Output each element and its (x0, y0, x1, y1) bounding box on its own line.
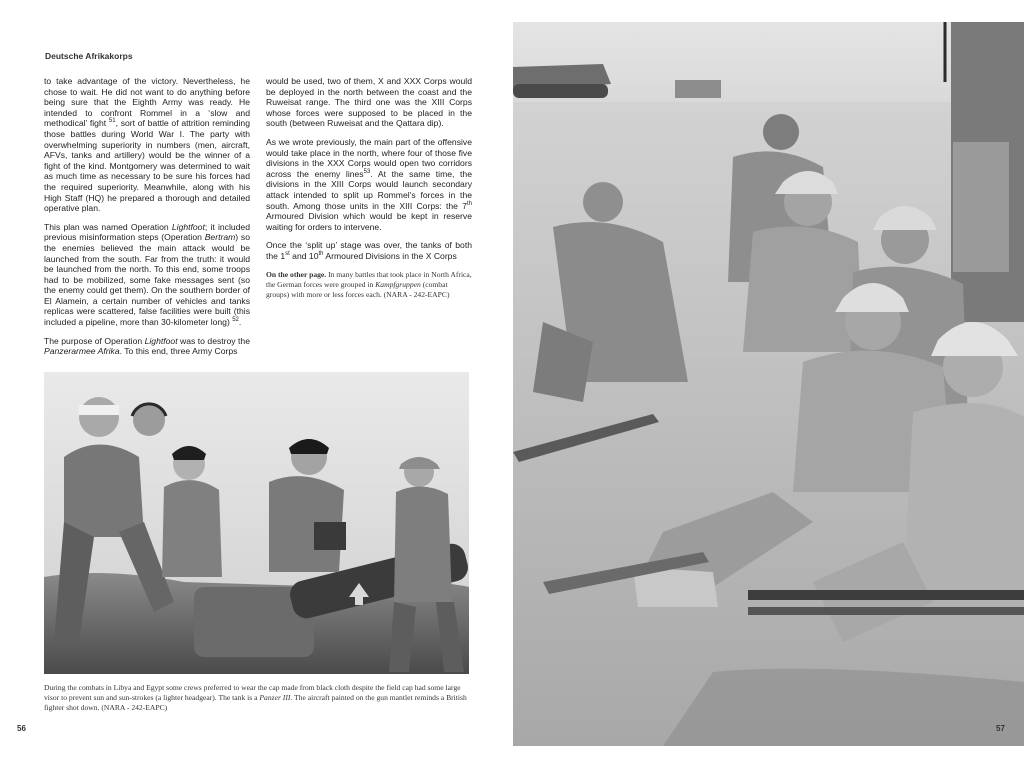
photo-soldiers-resting (513, 22, 1024, 746)
caption-tank-photo: During the combats in Libya and Egypt some crews preferred to wear the cap made from black cloth despite the field cap had some large visor to prevent sun and sun-strokes (a lighter headgear). The tank is a Panzer III. The aircraft painted on the gun mantlet reminds a British fighter shot down. (NARA - 242-EAPC) (44, 683, 467, 712)
paragraph: This plan was named Operation Lightfoot; it included previous misinformation steps (Operation Bertram) so the enemies believed the main attack would be launched from the south. Far from the truth: it would be launched from the north. To this end, some troops had to be mobilized, some fake messages sent (so the enemy could get them). On the southern border of El Alamein, a certain number of vehicles and tanks replicas were scattered, false facilities were built (this included a pipeline, more than 30-kilometer long) $^{52}$. (44, 221, 251, 328)
tank-crew-photo-image (44, 372, 469, 674)
text-column-2-body (266, 76, 472, 262)
soldiers-resting-photo-image (513, 22, 1024, 746)
paragraph: to take advantage of the victory. Nevertheless, he chose to wait. He did not want to do anything before being sure that the Eighth Army was ready. He intended to confront Rommel in a ‘slow and methodical’ fight $^{51}$, sort of battle of attrition reminding those battles during World War I. The party with overwhelming superiority in numbers (men, aircraft, AFVs, tanks and artillery) would be the winner of a fight of the kind. Montgomery was determined to wait as much time as necessary to be sure his forces had the required superiority. Meanwhile, along with his High Staff (HQ) he prepared a thorough and detailed operative plan. (44, 76, 250, 214)
page-number-right: 57 (996, 724, 1005, 733)
running-head: Deutsche Afrikakorps (45, 51, 133, 61)
paragraph: would be used, two of them, X and XXX Corps would be deployed in the north between the coast and the Ruweisat range. The third one was the XIII Corps whose forces were supposed to be placed in the south (between Ruweisat and the Qattara dip). (266, 76, 472, 129)
text-column-1 (44, 76, 250, 365)
page-number-left: 56 (17, 724, 26, 733)
paragraph: The purpose of Operation Lightfoot was to destroy the Panzerarmee Afrika. To this end, three Army Corps (44, 335, 250, 357)
photo-tank-crew (44, 372, 469, 674)
text-column-2 (266, 76, 472, 300)
caption-other-page: On the other page. In many battles that took place in North Africa, the German forces were grouped in Kampfgruppen (combat groups) with more or less forces each. (NARA - 242-EAPC) (266, 269, 472, 299)
paragraph: As we wrote previously, the main part of the offensive would take place in the north, where four of those five divisions in the XXX Corps would open two corridors across the enemy lines$^{53}$. At the same time, the divisions in the XIII Corps would launch secondary attack intended to split up Rommel’s forces in the south. Among those units in the XIII Corps: the 7th Armoured Division which would be kept in reserve waiting for orders to intervene. (266, 136, 472, 232)
paragraph: Once the ‘split up’ stage was over, the tanks of both the 1st and 10th Armoured Divisions in the X Corps (266, 240, 472, 261)
right-page (512, 0, 1024, 768)
